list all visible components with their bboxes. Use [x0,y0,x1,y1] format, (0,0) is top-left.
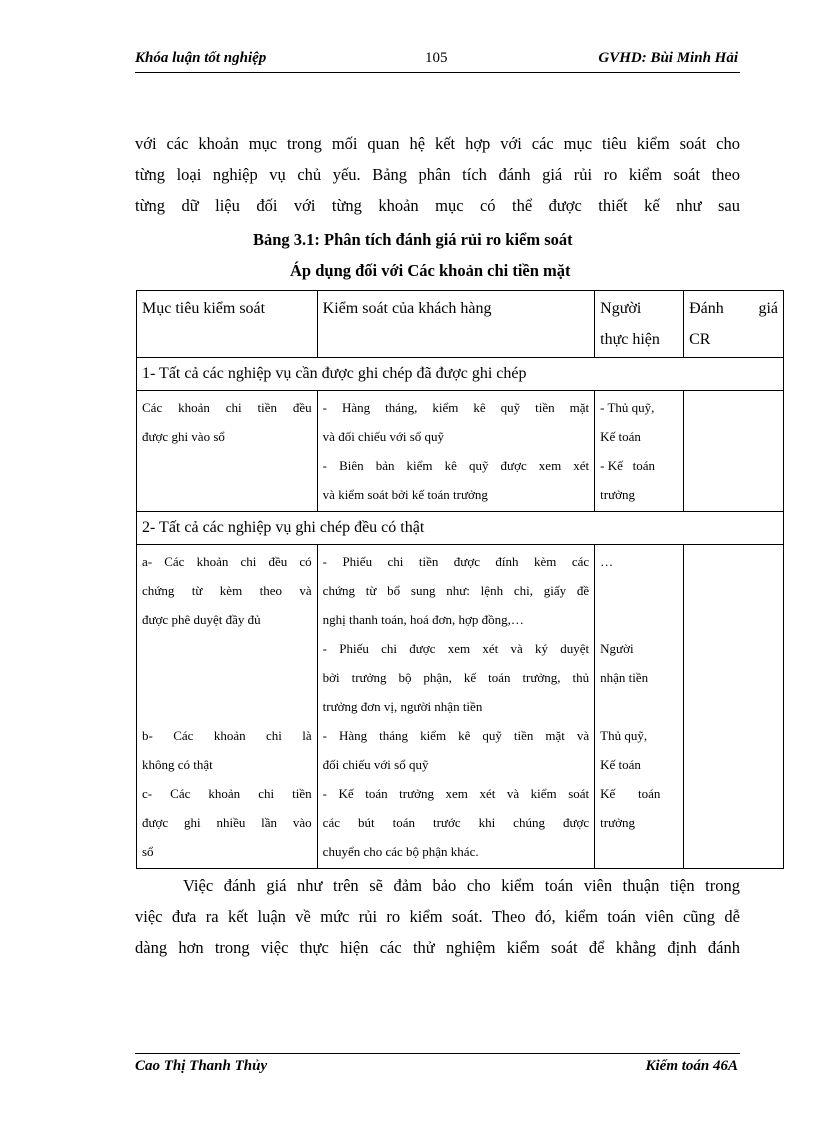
closing-line: dàng hơn trong việc thực hiện các thử nghiệm kiểm soát để khẳng định đánh [135,938,740,957]
header-cr-assessment [684,291,784,358]
risk-assessment-table [136,290,784,869]
section-row-1 [137,358,784,391]
s2-objective-cell [137,545,318,869]
cell-line [142,692,312,721]
cell-line: chuyển cho các bộ phận khác. [322,844,479,859]
cell-line: bởi trưởng bộ phận, kế toán trưởng, thủ [322,670,590,685]
cell-line: không có thật [142,757,213,772]
s1-control-cell [317,391,594,512]
header-cr-line: CR [689,331,711,348]
cell-line [142,634,312,663]
cell-line: Kế toán [600,757,641,772]
cell-line: trưởng đơn vị, người nhận tiền [322,699,483,714]
cell-line: chứng từ bổ sung như: lệnh chi, giấy đề [322,583,590,598]
cell-line: và kiểm soát bởi kế toán trưởng [322,487,488,502]
intro-line: từng loại nghiệp vụ chủ yếu. Bảng phân tích đánh giá rủi ro kiểm soát theo [135,165,740,184]
header-cr-line: Đánh giá [689,300,778,317]
cell-line: - Phiếu chi tiền được đính kèm các [322,554,590,569]
cell-line [142,663,312,692]
page-footer [135,1053,740,1078]
closing-line: việc đưa ra kết luận về mức rủi ro kiểm soát. Theo đó, kiểm toán viên cũng dễ [135,907,740,926]
header-performer-line: Người [600,300,642,317]
cell-line: chứng từ kèm theo và [142,583,312,598]
s2-control-cell [317,545,594,869]
cell-line: c- Các khoản chi tiền [142,786,312,801]
cell-line: được phê duyệt đầy đủ [142,612,261,627]
header-client-control: Kiểm soát của khách hàng [317,291,594,358]
cell-line: a- Các khoản chi đều có [142,554,312,569]
page-header [135,50,740,73]
cell-line: trưởng [600,487,636,502]
cell-line: … [600,554,614,569]
table-row [137,391,784,512]
cell-line [600,576,678,605]
cell-line: và đối chiếu với sổ quỹ [322,429,445,444]
table-subtitle: Áp dụng đối với Các khoản chi tiền mặt [290,261,571,280]
cell-line: Kế toán [600,429,641,444]
header-performer-line: thực hiện [600,331,660,348]
intro-line: với các khoản mục trong mối quan hệ kết hợp với các mục tiêu kiểm soát cho [135,134,740,153]
cell-line: đối chiếu với sổ quỹ [322,757,429,772]
cell-line: b- Các khoản chi là [142,728,312,743]
closing-line: Việc đánh giá như trên sẽ đảm bảo cho kiểm toán viên thuận tiện trong [183,876,740,895]
page-number: 105 [425,50,448,66]
cell-line: - Thủ quỹ, [600,400,655,415]
cell-line: - Hàng tháng, kiểm kê quỹ tiền mặt [322,400,590,415]
cell-line: trưởng [600,815,636,830]
header-supervisor: GVHD: Bùi Minh Hải [598,50,738,66]
cell-line [600,692,678,721]
cell-line: Thủ quỹ, [600,728,648,743]
table-row [137,545,784,869]
cell-line: - Hàng tháng kiểm kê quỹ tiền mặt và [322,728,590,743]
cell-line: - Kế toán trưởng xem xét và kiểm soát [322,786,590,801]
intro-line: từng dữ liệu đối với từng khoản mục có thể được thiết kế như sau [135,196,740,215]
cell-line: - Biên bản kiểm kê quỹ được xem xét [322,458,590,473]
s1-performer-cell [595,391,684,512]
section-row-2 [137,512,784,545]
cell-line [600,837,678,866]
header-performer [595,291,684,358]
s1-objective-cell [137,391,318,512]
cell-line [600,605,678,634]
cell-line: - Phiếu chi được xem xét và ký duyệt [322,641,590,656]
cell-line: - Kế toán [600,458,656,473]
cell-line: được ghi nhiều lần vào [142,815,312,830]
header-thesis-title: Khóa luận tốt nghiệp [135,50,267,66]
cell-line: nhận tiền [600,670,649,685]
s2-performer-cell [595,545,684,869]
intro-paragraph [135,128,740,221]
header-control-objective: Mục tiêu kiểm soát [137,291,318,358]
cell-line: được ghi vào sổ [142,429,225,444]
cell-line: Người [600,641,634,656]
cell-line: Kế toán [600,786,661,801]
section-1-title: 1- Tất cả các nghiệp vụ cần được ghi chép đã được ghi chép [137,358,784,391]
cell-line: sổ [142,844,154,859]
cell-line: Các khoản chi tiền đều [142,400,312,415]
section-2-title: 2- Tất cả các nghiệp vụ ghi chép đều có thật [137,512,784,545]
table-title: Bảng 3.1: Phân tích đánh giá rủi ro kiểm soát [253,230,573,249]
cell-line: các bút toán trước khi chúng được [322,815,590,830]
table-header-row [137,291,784,358]
footer-author: Cao Thị Thanh Thủy [135,1058,268,1074]
s1-cr-cell [684,391,784,512]
footer-class: Kiểm toán 46A [645,1058,738,1074]
closing-paragraph [135,870,740,963]
s2-cr-cell [684,545,784,869]
cell-line: nghị thanh toán, hoá đơn, hợp đồng,… [322,612,524,627]
